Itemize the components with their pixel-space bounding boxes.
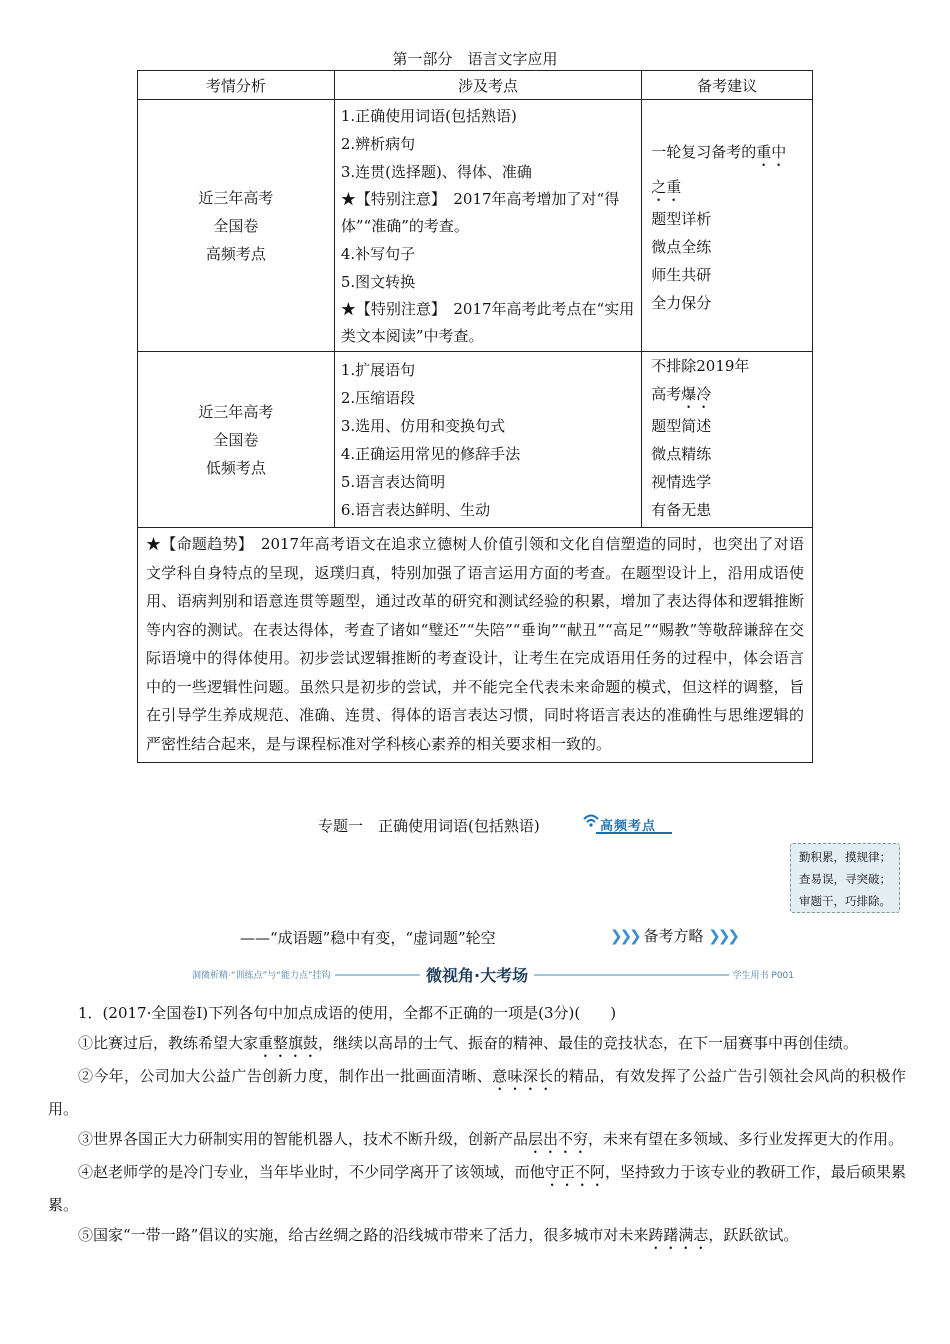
- point-item: 1.扩展语句: [340, 360, 416, 379]
- special-note: ★【特别注意】 2017年高考增加了对“得体”“准确”的考查。: [340, 189, 620, 235]
- header-advice: 备考建议: [642, 71, 813, 100]
- tip-line: 查易误，寻突破；: [799, 872, 891, 886]
- exam-overview-table: [137, 70, 813, 763]
- double-chevron-icon: ❯❯❯: [610, 927, 639, 945]
- point-item: 5.语言表达简明: [340, 472, 446, 491]
- special-note: ★【特别注意】 2017年高考此考点在“实用类文本阅读”中考查。: [340, 299, 635, 345]
- point-item: 1.正确使用词语(包括熟语): [340, 106, 517, 125]
- advice-item: 有备无患: [651, 501, 712, 519]
- double-chevron-icon: ❯❯❯: [708, 927, 738, 945]
- tip-line: 勤积累，摸规律；: [799, 850, 891, 864]
- category-line: 近三年高考: [198, 188, 274, 207]
- marked-idiom: 层出不穷: [528, 1130, 589, 1148]
- badge-underline: [596, 831, 672, 835]
- option-text: ②今年，公司加大公益广告创新力度，制作出一批画面清晰、: [78, 1067, 493, 1085]
- advice-main-cold: 高考爆冷: [651, 385, 712, 403]
- section-banner: [192, 963, 794, 987]
- category-line: 全国卷: [213, 216, 259, 235]
- question-option: [48, 1124, 906, 1157]
- study-tips-box: [790, 843, 900, 913]
- banner-page-ref: 学生用书 P001: [729, 968, 794, 981]
- option-text: ⑤国家“一带一路”倡议的实施，给古丝绸之路的沿线城市带来了活力，很多城市对未来: [78, 1226, 649, 1244]
- signal-icon: [582, 811, 600, 829]
- question-option: [48, 1061, 906, 1124]
- strategy-tag: [610, 925, 737, 946]
- advice-item: 视情选学: [651, 473, 712, 491]
- table-row-low-frequency: [138, 352, 813, 528]
- marked-idiom: 踌躇满志: [648, 1226, 709, 1244]
- marked-idiom: 意味深长: [492, 1067, 554, 1085]
- header-analysis: 考情分析: [138, 71, 335, 100]
- part-title: 第一部分 语言文字应用: [392, 50, 558, 68]
- category-low: [138, 352, 335, 528]
- advice-item: 题型详析: [651, 209, 712, 228]
- advice-item: 微点精练: [651, 445, 712, 463]
- option-text: ④赵老师学的是冷门专业，当年毕业时，不少同学离开了该领域，而他: [78, 1163, 545, 1181]
- option-text: ，未来有望在多领域、多行业发挥更大的作用。: [588, 1130, 904, 1148]
- high-frequency-badge: [578, 807, 674, 837]
- points-low: [334, 352, 641, 528]
- question-stem: 1．(2017·全国卷Ⅰ)下列各句中加点成语的使用，全都不正确的一项是(3分)( ): [78, 1004, 617, 1022]
- category-high: [138, 100, 335, 352]
- marked-idiom: 重整旗鼓: [258, 1034, 319, 1052]
- point-item: 6.语言表达鲜明、生动: [340, 500, 491, 519]
- point-item: 3.连贯(选择题)、得体、准确: [340, 162, 532, 181]
- tip-line: 审题干，巧排除。: [799, 894, 891, 908]
- table-row-trend: [138, 528, 813, 763]
- point-item: 4.正确运用常见的修辞手法: [340, 444, 521, 463]
- advice-item: 题型简述: [651, 417, 712, 435]
- point-item: 2.压缩语段: [340, 388, 416, 407]
- question-option: [48, 1028, 906, 1061]
- strategy-tag-label: 备考方略: [643, 927, 704, 945]
- category-line: 全国卷: [213, 430, 259, 449]
- header-points: 涉及考点: [334, 71, 641, 100]
- point-item: 2.辨析病句: [340, 134, 416, 153]
- question-option: [48, 1157, 906, 1220]
- strategy-subtitle: ——“成语题”稳中有变，“虚词题”轮空: [240, 929, 496, 947]
- advice-main: 一轮复习备考的重中 之重: [651, 142, 787, 196]
- advice-high: [642, 100, 813, 352]
- category-line: 高频考点: [205, 244, 266, 263]
- marked-idiom: 守正不阿: [544, 1163, 605, 1181]
- table-row-high-frequency: [138, 100, 813, 352]
- option-text: 的精品，有效发挥了公益广告引领社会风尚的积极作用。: [48, 1067, 906, 1118]
- table-header-row: [138, 71, 813, 100]
- question-1: [48, 998, 906, 1253]
- badge-label: 高频考点: [600, 819, 657, 834]
- points-high: [334, 100, 641, 352]
- point-item: 4.补写句子: [340, 244, 416, 263]
- point-item: 5.图文转换: [340, 272, 416, 291]
- advice-item: 师生共研: [651, 265, 712, 284]
- option-text: ①比赛过后，教练希望大家: [78, 1034, 259, 1052]
- advice-low: [642, 352, 813, 528]
- category-line: 低频考点: [205, 458, 266, 477]
- category-line: 近三年高考: [198, 402, 274, 421]
- question-option: [48, 1220, 906, 1253]
- option-text: ，坚持致力于该专业的教研工作，最后硕果累累。: [48, 1163, 906, 1214]
- advice-item: 全力保分: [651, 293, 712, 312]
- advice-main: 不排除2019年: [651, 357, 750, 375]
- trend-text: ★【命题趋势】 2017年高考语文在追求立德树人价值引领和文化自信塑造的同时，也突出了对语文学科自身特点的呈现，返璞归真，特别加强了语言运用方面的考查。在题型设计上，沿用成语使用、语病判别和语意连贯等题型，通过改革的研究和测试经验的积累，增加了表达得体和逻辑推断等内容的测试。在表达得体，考查了诸如“璧还”“失陪”“垂询”“献丑”“高足”“赐教”等敬辞谦辞在交际语境中的得体使用。初步尝试逻辑推断的考查设计，让考生在完成语用任务的过程中，体会语言中的一些逻辑性问题。虽然只是初步的尝试，并不能完全代表未来命题的模式，但这样的调整，旨在引导学生养成规范、准确、连贯、得体的语言表达习惯，同时将语言表达的准确性与思维逻辑的严密性结合起来，是与课程标准对学科核心素养的相关要求相一致的。: [138, 528, 813, 763]
- option-text: ③世界各国正大力研制实用的智能机器人，技术不断升级，创新产品: [78, 1130, 529, 1148]
- option-text: ，跃跃欲试。: [708, 1226, 799, 1244]
- advice-item: 微点全练: [651, 237, 712, 256]
- point-item: 3.选用、仿用和变换句式: [340, 416, 506, 435]
- banner-left-text: 洞微析精·“训练点”与“能力点”挂钩: [192, 968, 335, 981]
- topic-title: 专题一 正确使用词语(包括熟语): [318, 817, 540, 835]
- option-text: ，继续以高昂的士气、振奋的精神、最佳的竞技状态，在下一届赛事中再创佳绩。: [318, 1034, 859, 1052]
- banner-title: 微视角·大考场: [420, 963, 534, 986]
